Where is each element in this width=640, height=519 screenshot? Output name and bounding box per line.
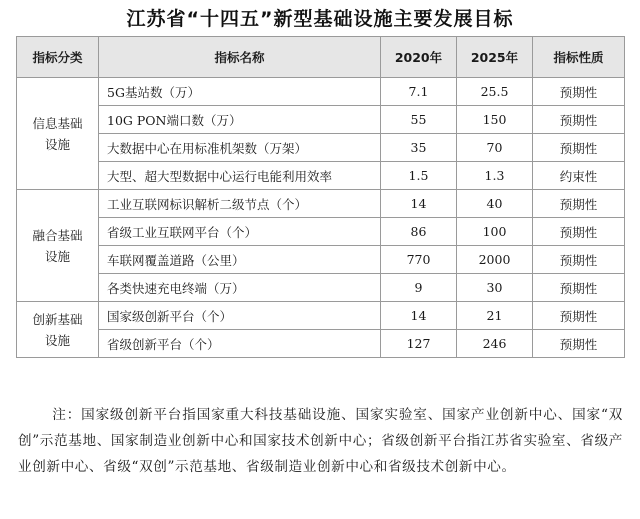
- indicator-name: 工业互联网标识解析二级节点（个）: [99, 190, 381, 218]
- indicator-nature: 预期性: [533, 106, 625, 134]
- value-2020: 7.1: [381, 78, 457, 106]
- table-row: [17, 274, 625, 302]
- value-2025: 25.5: [457, 78, 533, 106]
- value-2025: 1.3: [457, 162, 533, 190]
- value-2020: 55: [381, 106, 457, 134]
- indicator-nature: 预期性: [533, 302, 625, 330]
- category-cell: [17, 302, 99, 358]
- header-2025: 2025年: [457, 37, 533, 78]
- header-2020: 2020年: [381, 37, 457, 78]
- value-2020: 9: [381, 274, 457, 302]
- table-row: [17, 162, 625, 190]
- value-2025: 21: [457, 302, 533, 330]
- indicator-name: 大数据中心在用标准机架数（万架）: [99, 134, 381, 162]
- value-2025: 246: [457, 330, 533, 358]
- category-label-line: 信息基础: [32, 115, 83, 131]
- indicator-nature: 预期性: [533, 246, 625, 274]
- indicator-name: 10G PON端口数（万）: [99, 106, 381, 134]
- value-2020: 14: [381, 190, 457, 218]
- table-row: [17, 78, 625, 106]
- indicator-name: 国家级创新平台（个）: [99, 302, 381, 330]
- indicator-nature: 预期性: [533, 190, 625, 218]
- category-label-line: 创新基础: [32, 311, 83, 327]
- category-label-line: 设施: [44, 332, 70, 348]
- value-2025: 40: [457, 190, 533, 218]
- indicator-nature: 约束性: [533, 162, 625, 190]
- table-row: [17, 246, 625, 274]
- table-footnote: [18, 402, 623, 480]
- indicator-name: 各类快速充电终端（万）: [99, 274, 381, 302]
- table-row: [17, 330, 625, 358]
- table-row: [17, 134, 625, 162]
- value-2020: 770: [381, 246, 457, 274]
- indicator-nature: 预期性: [533, 274, 625, 302]
- indicator-name: 大型、超大型数据中心运行电能利用效率: [99, 162, 381, 190]
- targets-table: [16, 36, 625, 358]
- indicator-name: 车联网覆盖道路（公里）: [99, 246, 381, 274]
- indicator-name: 省级工业互联网平台（个）: [99, 218, 381, 246]
- value-2025: 30: [457, 274, 533, 302]
- value-2025: 70: [457, 134, 533, 162]
- value-2025: 100: [457, 218, 533, 246]
- value-2020: 14: [381, 302, 457, 330]
- page-title: 江苏省“十四五”新型基础设施主要发展目标: [126, 8, 514, 30]
- category-cell: [17, 78, 99, 190]
- indicator-nature: 预期性: [533, 330, 625, 358]
- indicator-name: 5G基站数（万）: [99, 78, 381, 106]
- footnote-text: 注：国家级创新平台指国家重大科技基础设施、国家实验室、国家产业创新中心、国家“双创”示范基地、国家制造业创新中心和国家技术创新中心；省级创新平台指江苏省实验室、省级产业创新中心、省级“双创”示范基地、省级制造业创新中心和省级技术创新中心。: [18, 407, 623, 475]
- value-2020: 35: [381, 134, 457, 162]
- indicator-nature: 预期性: [533, 218, 625, 246]
- indicator-nature: 预期性: [533, 78, 625, 106]
- table-row: [17, 106, 625, 134]
- value-2020: 86: [381, 218, 457, 246]
- category-label-line: 设施: [44, 136, 70, 152]
- value-2025: 150: [457, 106, 533, 134]
- indicator-name: 省级创新平台（个）: [99, 330, 381, 358]
- table-row: [17, 302, 625, 330]
- header-category: 指标分类: [17, 37, 99, 78]
- header-nature: 指标性质: [533, 37, 625, 78]
- category-label-line: 设施: [44, 248, 70, 264]
- header-name: 指标名称: [99, 37, 381, 78]
- table-header-row: [17, 37, 625, 78]
- category-label-line: 融合基础: [32, 227, 83, 243]
- value-2020: 127: [381, 330, 457, 358]
- value-2020: 1.5: [381, 162, 457, 190]
- table-row: [17, 218, 625, 246]
- category-cell: [17, 190, 99, 302]
- table-row: [17, 190, 625, 218]
- value-2025: 2000: [457, 246, 533, 274]
- indicator-nature: 预期性: [533, 134, 625, 162]
